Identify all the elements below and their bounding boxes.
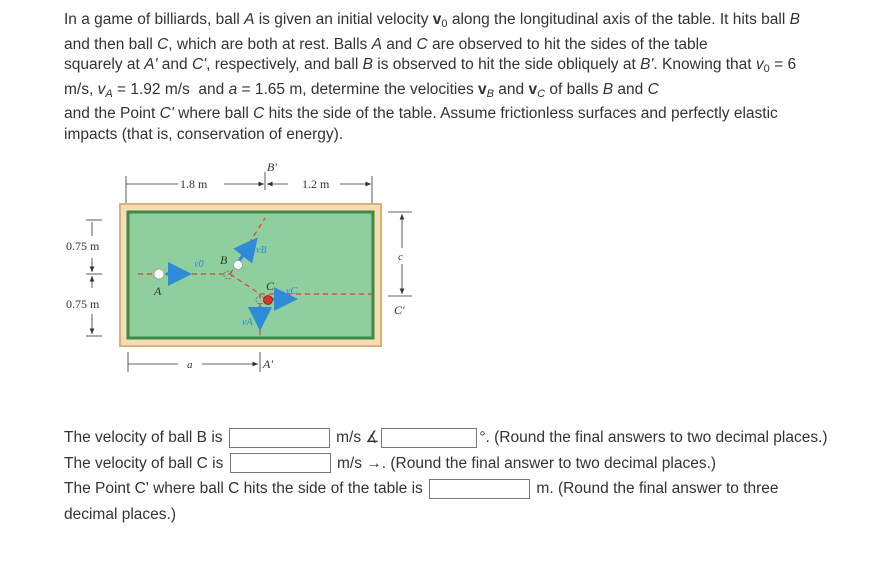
ball-b: [234, 261, 243, 270]
label-c-prime: C': [394, 303, 405, 317]
left-dimensions: [86, 220, 102, 336]
angle-icon: ∡: [365, 429, 380, 446]
answer-row-vc: [64, 451, 884, 477]
dim-left-lower: 0.75 m: [66, 297, 100, 311]
vc-suffix: m/s →. (Round the final answer to two decimal places.): [337, 454, 717, 472]
label-c: C: [266, 279, 275, 293]
label-b-prime: B': [267, 160, 277, 174]
cprime-input[interactable]: [429, 479, 530, 499]
ball-c: [264, 296, 273, 305]
dim-top-left: 1.8 m: [180, 177, 208, 191]
answer-row-vb: [64, 425, 884, 451]
vb-unit: m/s: [336, 429, 362, 446]
problem-line-3: squarely at A' and C', respectively, and ball B is observed to hit the side obliquely at B'. Knowing that $v_0 = 6$: [64, 56, 797, 75]
label-a: A: [154, 284, 162, 298]
problem-statement: [64, 10, 879, 145]
problem-line-5: and the Point C' where ball C hits the side of the table. Assume frictionless surfaces and perfectly elastic: [64, 105, 778, 122]
cprime-suffix: m. (Round the final answer to three: [536, 480, 779, 497]
vb-suffix: °. (Round the final answers to two decimal places.): [479, 429, 828, 446]
billiard-table-figure: [60, 158, 440, 383]
label-b: B: [220, 253, 228, 267]
answer-row-cprime: [64, 476, 884, 502]
top-dimension: [126, 172, 372, 206]
problem-line-2: and then ball C, which are both at rest. Balls A and C are observed to hit the sides of the table: [64, 35, 708, 53]
answer-row-cprime-cont: [64, 502, 884, 528]
vc-prefix: The velocity of ball C is: [64, 454, 224, 472]
problem-line-4: m/s, $v_A = 1.92$ m/s and a = 1.65 m, determine the velocities $v_B$ and $v_C$ of balls B and C: [64, 80, 659, 100]
problem-line-6: impacts (that is, conservation of energy).: [64, 125, 344, 143]
dim-top-right: 1.2 m: [302, 177, 330, 191]
vb-angle-input[interactable]: [381, 428, 477, 448]
bottom-dimension: [128, 352, 260, 372]
cprime-prefix: The Point C' where ball C hits the side of the table is: [64, 480, 423, 497]
ball-a: [154, 269, 164, 279]
label-a-prime: A': [263, 357, 273, 371]
label-vb: vB: [256, 245, 267, 256]
vb-prefix: The velocity of ball B is: [64, 429, 223, 446]
problem-line-1: In a game of billiards, ball A is given an initial velocity $v_0$ along the longitudinal axis of the table. It hits ball B: [64, 11, 800, 30]
vc-magnitude-input[interactable]: [230, 453, 331, 473]
answer-section: [64, 425, 884, 527]
label-a-dimension: a: [187, 359, 193, 371]
dim-left-upper: 0.75 m: [66, 239, 100, 253]
label-v0: v0: [194, 259, 204, 270]
vb-magnitude-input[interactable]: [229, 428, 330, 448]
label-va: vA: [242, 317, 253, 328]
label-c-dimension: c: [398, 251, 403, 263]
label-vc: vC: [286, 286, 298, 297]
cprime-suffix-2: decimal places.): [64, 505, 176, 523]
